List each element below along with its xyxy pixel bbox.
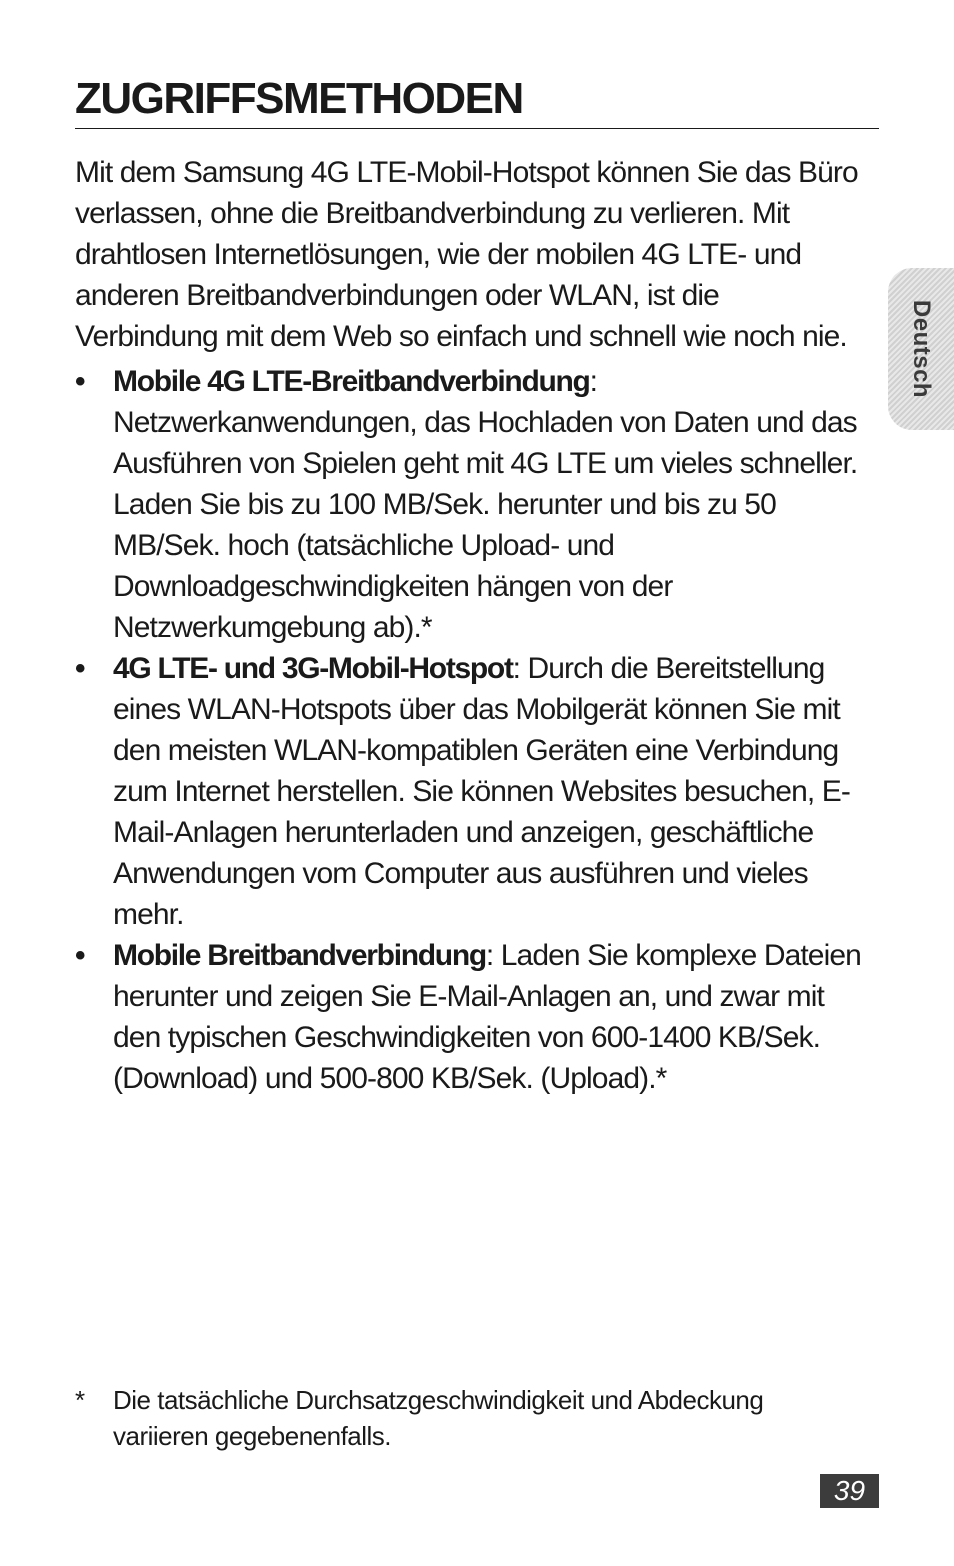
bullet-icon: • — [75, 365, 85, 398]
footnote — [75, 1382, 865, 1454]
language-tab-label: Deutsch — [908, 299, 935, 399]
footnote-mark: * — [75, 1385, 85, 1415]
page-title: ZUGRIFFSMETHODEN — [75, 74, 523, 123]
intro-paragraph: Mit dem Samsung 4G LTE-Mobil-Hotspot können Sie das Büro verlassen, ohne die Breitbandverbindung zu verlieren. Mit drahtlosen Internetlösungen, wie der mobilen 4G LTE- und anderen Breitbandverbindungen oder WLAN, ist die Verbindung mit dem Web so einfach und schnell wie noch nie. — [75, 156, 858, 353]
feature-term: Mobile 4G LTE-Breitbandverbindung — [113, 365, 590, 398]
title-rule — [75, 128, 879, 129]
main-content — [75, 152, 865, 1099]
language-tab — [888, 268, 954, 430]
feature-term: Mobile Breitbandverbindung — [113, 939, 486, 972]
feature-description: : Durch die Bereitstellung eines WLAN-Hotspots über das Mobilgerät können Sie mit den meisten WLAN-kompatiblen Geräten eine Verbindung zum Internet herstellen. Sie können Websites besuchen, E-Mail-Anlagen herunterladen und anzeigen, geschäftliche Anwendungen vom Computer aus ausführen und vieles mehr. — [113, 652, 850, 931]
feature-list — [75, 361, 865, 1099]
feature-description: : Netzwerkanwendungen, das Hochladen von Daten und das Ausführen von Spielen geht mit 4G LTE um vieles schneller. Laden Sie bis zu 100 MB/Sek. herunter und bis zu 50 MB/Sek. hoch (tatsächliche Upload- und Downloadgeschwindigkeiten hängen von der Netzwerkumgebung ab).* — [113, 365, 858, 644]
list-item — [75, 361, 865, 648]
bullet-icon: • — [75, 652, 85, 685]
list-item — [75, 935, 865, 1099]
list-item — [75, 648, 865, 935]
page-number: 39 — [820, 1474, 879, 1508]
footnote-text: Die tatsächliche Durchsatzgeschwindigkeit und Abdeckung variieren gegebenenfalls. — [113, 1385, 764, 1451]
bullet-icon: • — [75, 939, 85, 972]
feature-term: 4G LTE- und 3G-Mobil-Hotspot — [113, 652, 513, 685]
feature-description: : Laden Sie komplexe Dateien herunter und zeigen Sie E-Mail-Anlagen an, und zwar mit den typischen Geschwindigkeiten von 600-1400 KB/Sek. (Download) und 500-800 KB/Sek. (Upload).* — [113, 939, 861, 1095]
